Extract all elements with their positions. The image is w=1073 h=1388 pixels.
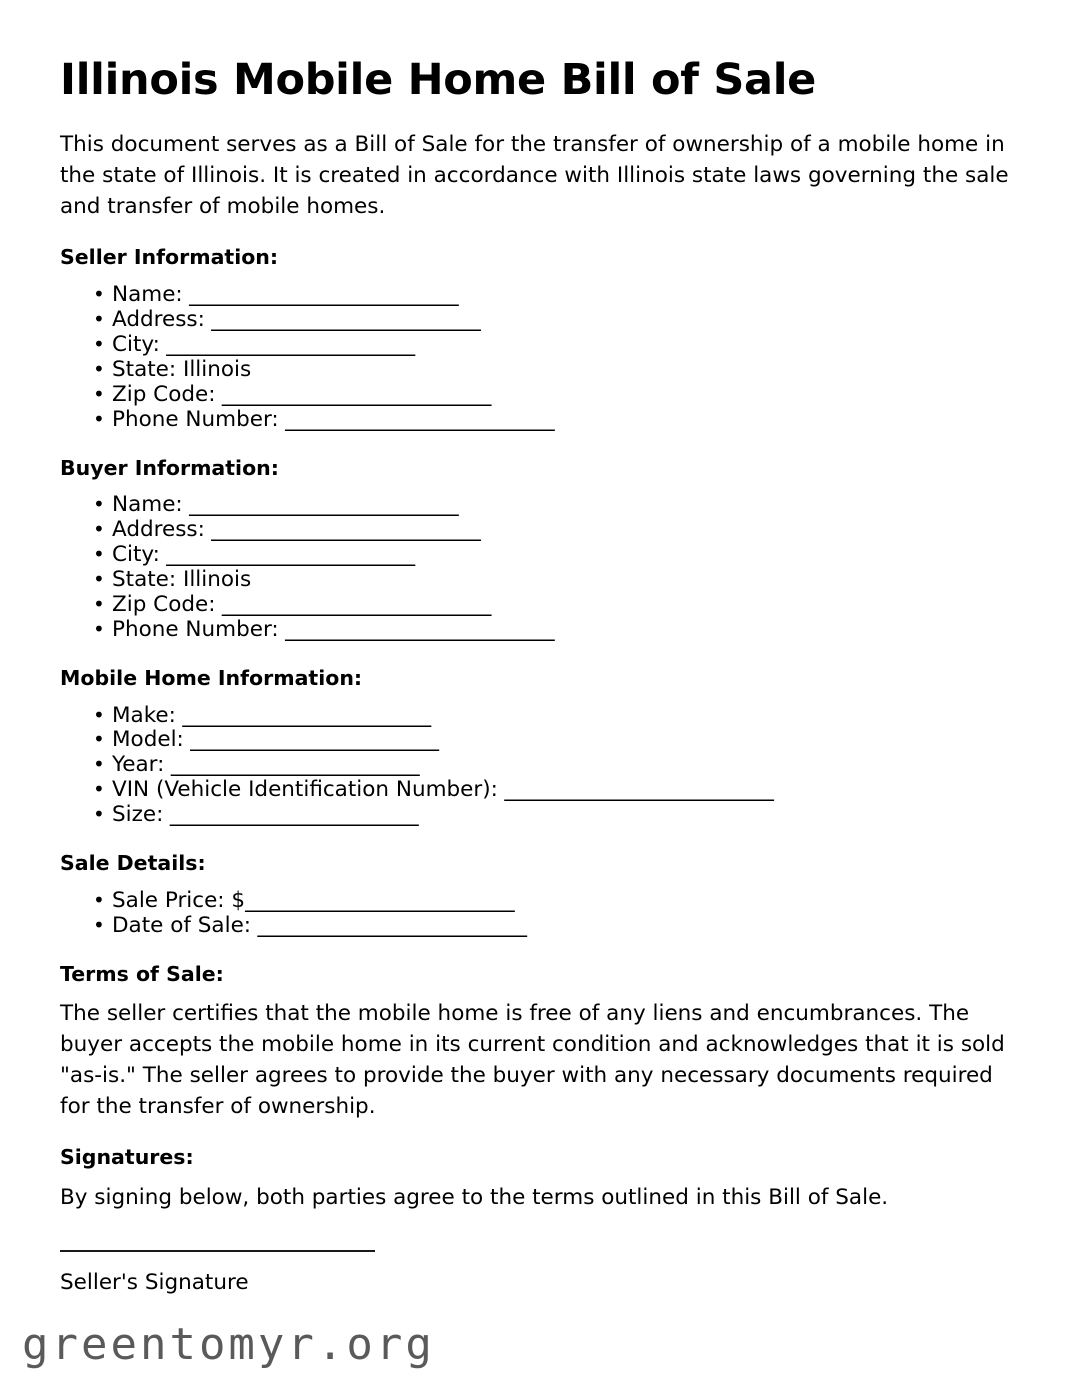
- field-blank[interactable]: __________________________: [251, 912, 527, 938]
- field-label: State:: [112, 567, 177, 593]
- field-blank[interactable]: ________________________: [163, 802, 419, 828]
- field-label: City:: [112, 331, 160, 357]
- field-blank[interactable]: ________________________: [183, 727, 439, 753]
- list-item: [60, 914, 1011, 939]
- buyer-information-fields: [60, 493, 1011, 643]
- sale-details-heading: Sale Details:: [60, 851, 206, 876]
- list-item: [60, 568, 1011, 593]
- field-blank[interactable]: __________________________: [182, 282, 459, 307]
- field-blank[interactable]: __________________________: [278, 616, 555, 642]
- site-watermark: greentomyr.org: [22, 1319, 435, 1370]
- field-label: Year:: [112, 752, 165, 778]
- list-item: [60, 333, 1011, 358]
- seller-information-fields: [60, 283, 1011, 433]
- field-blank[interactable]: ________________________: [175, 702, 431, 728]
- list-item: [60, 308, 1011, 333]
- mobile-home-information-fields: [60, 704, 1011, 829]
- field-blank[interactable]: ________________________: [164, 752, 420, 778]
- terms-of-sale-heading: Terms of Sale:: [60, 961, 224, 986]
- field-label: Name:: [112, 492, 183, 518]
- field-blank[interactable]: __________________________: [245, 887, 515, 913]
- field-value: Illinois: [176, 567, 252, 593]
- field-blank[interactable]: __________________________: [182, 492, 459, 518]
- list-item: [60, 618, 1011, 643]
- list-item: [60, 358, 1011, 383]
- field-value: Illinois: [176, 356, 252, 382]
- list-item: [60, 728, 1011, 753]
- page-title: Illinois Mobile Home Bill of Sale: [60, 55, 817, 105]
- field-label: Address:: [112, 306, 205, 332]
- field-label: State:: [112, 356, 177, 382]
- terms-of-sale-body: The seller certifies that the mobile home is free of any liens and encumbrances. The buyer accepts the mobile home in its current condition and acknowledges that it is sold "as-is." The seller agrees to provide the buyer with any necessary documents required for the transfer of ownership.: [60, 1001, 1005, 1119]
- field-blank[interactable]: __________________________: [278, 406, 555, 432]
- list-item: [60, 283, 1011, 308]
- field-blank[interactable]: __________________________: [497, 777, 774, 803]
- list-item: [60, 518, 1011, 543]
- field-label: Phone Number:: [112, 406, 279, 432]
- field-blank[interactable]: ________________________: [159, 542, 415, 568]
- seller-signature-line[interactable]: [60, 1250, 375, 1252]
- seller-signature-label: Seller's Signature: [60, 1269, 249, 1295]
- list-item: [60, 493, 1011, 518]
- list-item: [60, 383, 1011, 408]
- list-item: [60, 803, 1011, 828]
- field-blank[interactable]: __________________________: [215, 592, 492, 618]
- seller-information-heading: Seller Information:: [60, 245, 279, 270]
- field-blank[interactable]: ________________________: [159, 331, 415, 357]
- list-item: [60, 408, 1011, 433]
- field-label: Zip Code:: [112, 381, 216, 407]
- list-item: [60, 543, 1011, 568]
- field-label: Address:: [112, 517, 205, 543]
- field-blank[interactable]: __________________________: [204, 517, 481, 543]
- buyer-information-heading: Buyer Information:: [60, 455, 279, 480]
- signatures-heading: Signatures:: [60, 1145, 194, 1170]
- field-blank[interactable]: __________________________: [204, 306, 481, 332]
- field-label: Date of Sale:: [112, 912, 252, 938]
- mobile-home-information-heading: Mobile Home Information:: [60, 665, 363, 690]
- field-label: Zip Code:: [112, 592, 216, 618]
- field-label: Name:: [112, 282, 183, 307]
- list-item: [60, 753, 1011, 778]
- field-label: Model:: [112, 727, 184, 753]
- list-item: [60, 593, 1011, 618]
- field-label: Phone Number:: [112, 616, 279, 642]
- list-item: [60, 778, 1011, 803]
- field-label: Make:: [112, 702, 176, 728]
- list-item: [60, 704, 1011, 729]
- field-label: Size:: [112, 802, 164, 828]
- field-label: VIN (Vehicle Identification Number):: [112, 777, 498, 803]
- field-label: Sale Price: $: [112, 887, 246, 913]
- sale-details-fields: [60, 889, 1011, 939]
- signatures-body: By signing below, both parties agree to the terms outlined in this Bill of Sale.: [60, 1184, 889, 1210]
- field-label: City:: [112, 542, 160, 568]
- field-blank[interactable]: __________________________: [215, 381, 492, 407]
- intro-paragraph: This document serves as a Bill of Sale for the transfer of ownership of a mobile home in the state of Illinois. It is created in accordance with Illinois state laws governing the sale and transfer of mobile homes.: [60, 132, 1009, 219]
- list-item: [60, 889, 1011, 914]
